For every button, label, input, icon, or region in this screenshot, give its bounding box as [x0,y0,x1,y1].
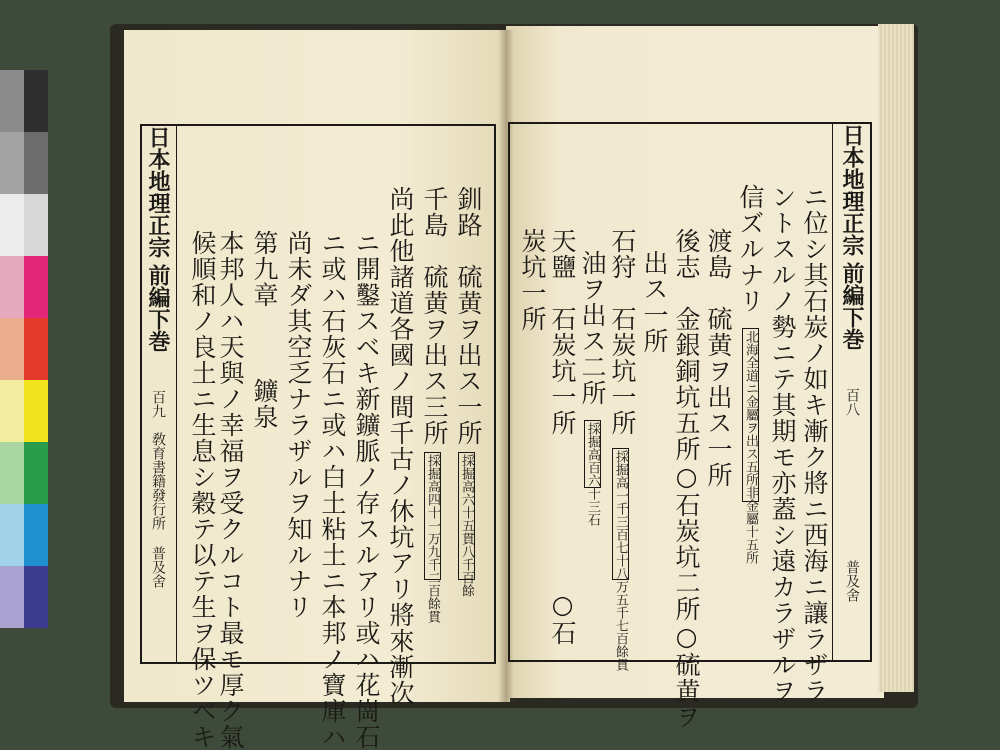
checker-swatch [24,70,48,132]
right-margin-folio: 百八 [844,388,860,416]
right-margin-publisher: 普及舍 [844,560,860,602]
text-column: 石狩 石炭坑一所 [608,228,637,436]
checker-swatch [24,566,48,628]
text-column: 釧路 硫黄ヲ出ス一所 [454,186,483,446]
text-column: ニ位シ其石炭ノ如キ漸ク將ニ西海ニ讓ラザラ [800,184,829,704]
annotation-note: 採掘高四十一万九千二百餘貫 [425,454,440,623]
text-column: 後志 金銀銅坑五所○石炭坑二所○硫黄ヲ [672,228,701,730]
text-column: 千島 硫黄ヲ出ス三所 [420,186,449,446]
trailing-text: ○石 [548,590,577,646]
checker-swatch [0,442,24,504]
checker-swatch [24,318,48,380]
checker-swatch [24,194,48,256]
text-column: 尚此他諸道各國ノ間千古ノ休坑アリ將來漸次 [386,186,415,706]
text-column: 油ヲ出ス二所 [578,250,607,406]
text-column: ニ或ハ石灰石ニ或ハ白土粘土ニ本邦ノ寶庫ハ [318,230,347,750]
checker-swatch [0,318,24,380]
text-column: ントスルノ勢ニテ其期モ亦蓋シ遠カラザルヲ [768,184,797,704]
checker-swatch [24,256,48,318]
annotation-note: 採掘高六十五貫八千百餘 [459,454,474,597]
right-margin-part: 前編下巻 [839,262,865,350]
left-margin-title: 日本地理正宗 [145,126,171,258]
text-column: 尚未ダ其空乏ナラザルヲ知ルナリ [284,230,313,620]
checker-swatch [0,70,24,132]
checker-swatch [24,504,48,566]
text-column: 本邦人ハ天與ノ幸福ヲ受クルコト最モ厚ク氣 [216,230,245,750]
annotation-note: 採掘高百六十三石 [585,422,600,526]
left-margin-publisher: 敎育書籍發行所 普及舍 [150,432,166,588]
checker-swatch [0,504,24,566]
checker-swatch [0,194,24,256]
text-column: 渡島 硫黄ヲ出ス一所 [704,228,733,488]
text-column: 天鹽 石炭坑一所 [548,228,577,436]
annotation-note: 北海全道ニ金屬ヲ出ス五所非金屬十五所 [743,330,758,564]
text-column: ニ開鑿スベキ新鑛脈ノ存スルアリ或ハ花崗石 [352,230,381,750]
section-heading: 鑛泉 [250,378,279,430]
checker-swatch [24,442,48,504]
checker-swatch [0,256,24,318]
text-column: 候順和ノ良土ニ生息シ穀テ以テ生ヲ保ツベキ [188,230,217,750]
chapter-heading: 第九章 [250,230,279,308]
page-edges [878,24,914,692]
left-margin-part: 前編下巻 [145,264,171,352]
right-margin-title: 日本地理正宗 [839,124,865,256]
checker-swatch [0,566,24,628]
annotation-note: 採掘高一千三百七十八万五千七百餘貫 [613,450,628,671]
left-margin-folio: 百九 [150,390,166,418]
text-column: 信ズルナリ [736,184,765,314]
text-column: 出ス一所 [640,250,669,354]
checker-swatch [24,132,48,194]
checker-swatch [0,380,24,442]
checker-swatch [0,132,24,194]
text-column: 炭坑一所 [518,228,547,332]
checker-swatch [24,380,48,442]
